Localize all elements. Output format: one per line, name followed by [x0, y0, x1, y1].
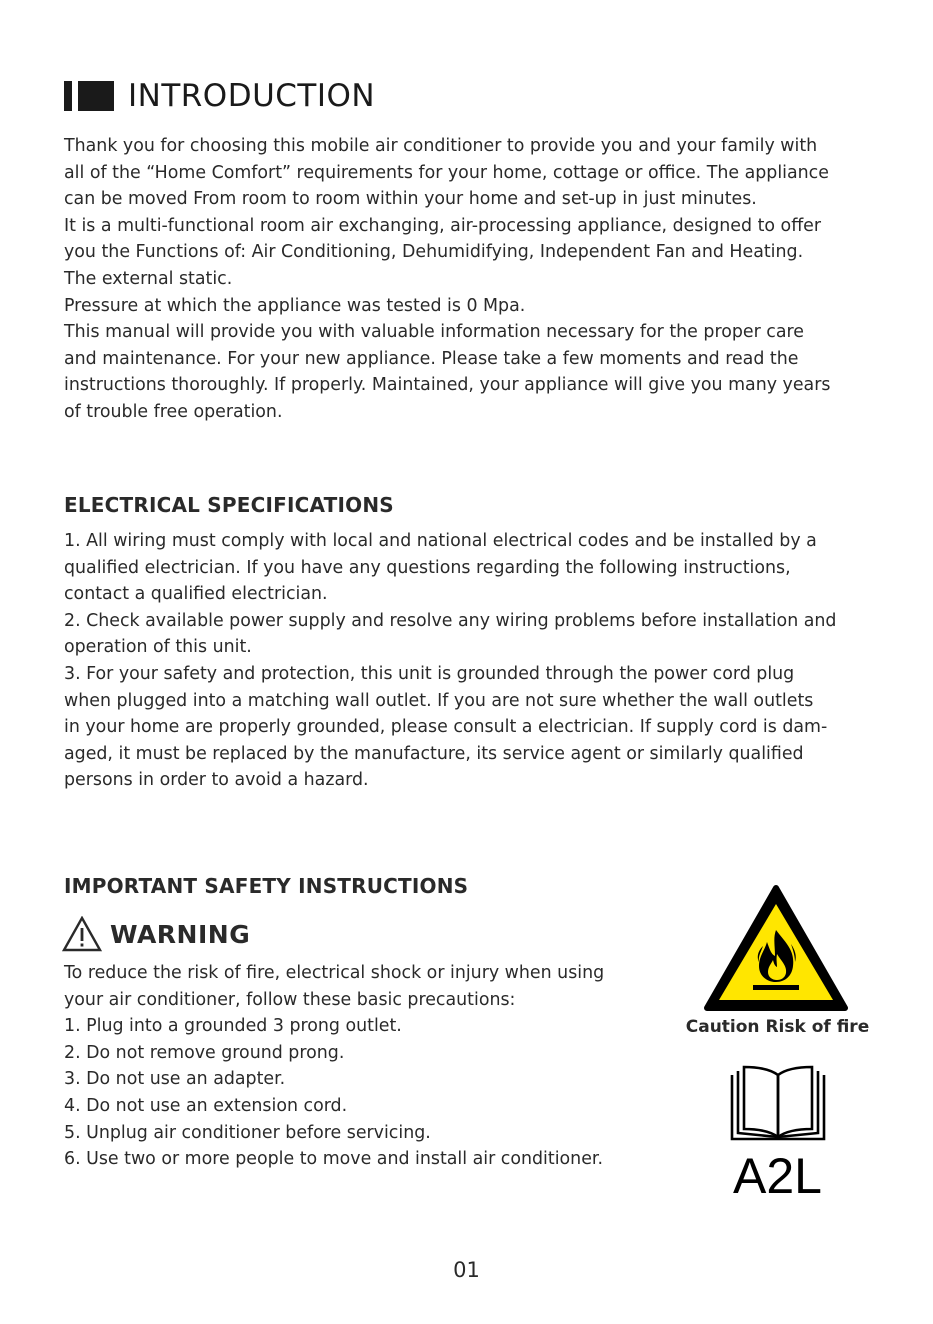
intro-paragraph: Thank you for choosing this mobile air conditioner to provide you and your family with all of the “Home Comfort” requirements for your home, cottage or office. The appliance can be moved From room to room within your home and set-up in just minutes.: [64, 136, 829, 210]
safety-item: 1. Plug into a grounded 3 prong outlet.: [64, 1016, 402, 1037]
electrical-specifications-heading: ELECTRICAL SPECIFICATIONS: [64, 493, 394, 517]
safety-instructions-body: [64, 960, 664, 1173]
warning-row: [62, 914, 250, 954]
electrical-item: 3. For your safety and protection, this unit is grounded through the power cord plug when plugged into a matching wall outlet. If you are not sure whether the wall outlets in your home are properly grounded, please consult a electrician. If supply cord is dam- aged, it must be replaced by the manufacture, its service agent or similarly qualified persons in order to avoid a hazard.: [64, 663, 828, 791]
refrigerant-class-label: A2L: [733, 1148, 822, 1204]
heading-bar-large: [78, 81, 114, 111]
intro-paragraph: This manual will provide you with valuable information necessary for the proper care and maintenance. For your new appliance. Please take a few moments and read the instructions thoroughly. If properly. Maintained, your appliance will give you many years of trouble free operation.: [64, 322, 831, 422]
electrical-specifications-body: [64, 528, 879, 794]
safety-instructions-heading: IMPORTANT SAFETY INSTRUCTIONS: [64, 874, 469, 898]
safety-intro: To reduce the risk of fire, electrical shock or injury when using your air conditioner, follow these basic precautions:: [64, 963, 605, 1010]
intro-paragraph: It is a multi-functional room air exchanging, air-processing appliance, designed to offer you the Functions of: Air Conditioning, Dehumidifying, Independent Fan and Heating.: [64, 215, 822, 263]
safety-item: 3. Do not use an adapter.: [64, 1069, 286, 1090]
safety-item: 5. Unplug air conditioner before servicing.: [64, 1122, 431, 1143]
flammable-warning-icon: [703, 884, 849, 1012]
caution-risk-label: Caution Risk of fire: [685, 1017, 870, 1037]
safety-item: 6. Use two or more people to move and install air conditioner.: [64, 1149, 603, 1170]
heading-bar-small: [64, 81, 72, 111]
safety-item: 4. Do not use an extension cord.: [64, 1095, 348, 1116]
electrical-item: 1. All wiring must comply with local and national electrical codes and be installed by a qualified electrician. If you have any questions regarding the following instructions, contact a qualified electrician.: [64, 531, 817, 605]
read-manual-icon: [728, 1063, 828, 1143]
page-number: 01: [453, 1258, 480, 1282]
intro-paragraph: The external static.: [64, 268, 233, 289]
warning-label: WARNING: [110, 919, 251, 949]
introduction-heading: [64, 74, 375, 118]
safety-item: 2. Do not remove ground prong.: [64, 1042, 345, 1063]
warning-triangle-icon: [62, 916, 102, 952]
electrical-item: 2. Check available power supply and resolve any wiring problems before installation and operation of this unit.: [64, 610, 837, 658]
introduction-body: [64, 133, 879, 426]
introduction-title: INTRODUCTION: [128, 78, 376, 114]
intro-paragraph: Pressure at which the appliance was tested is 0 Mpa.: [64, 295, 526, 316]
